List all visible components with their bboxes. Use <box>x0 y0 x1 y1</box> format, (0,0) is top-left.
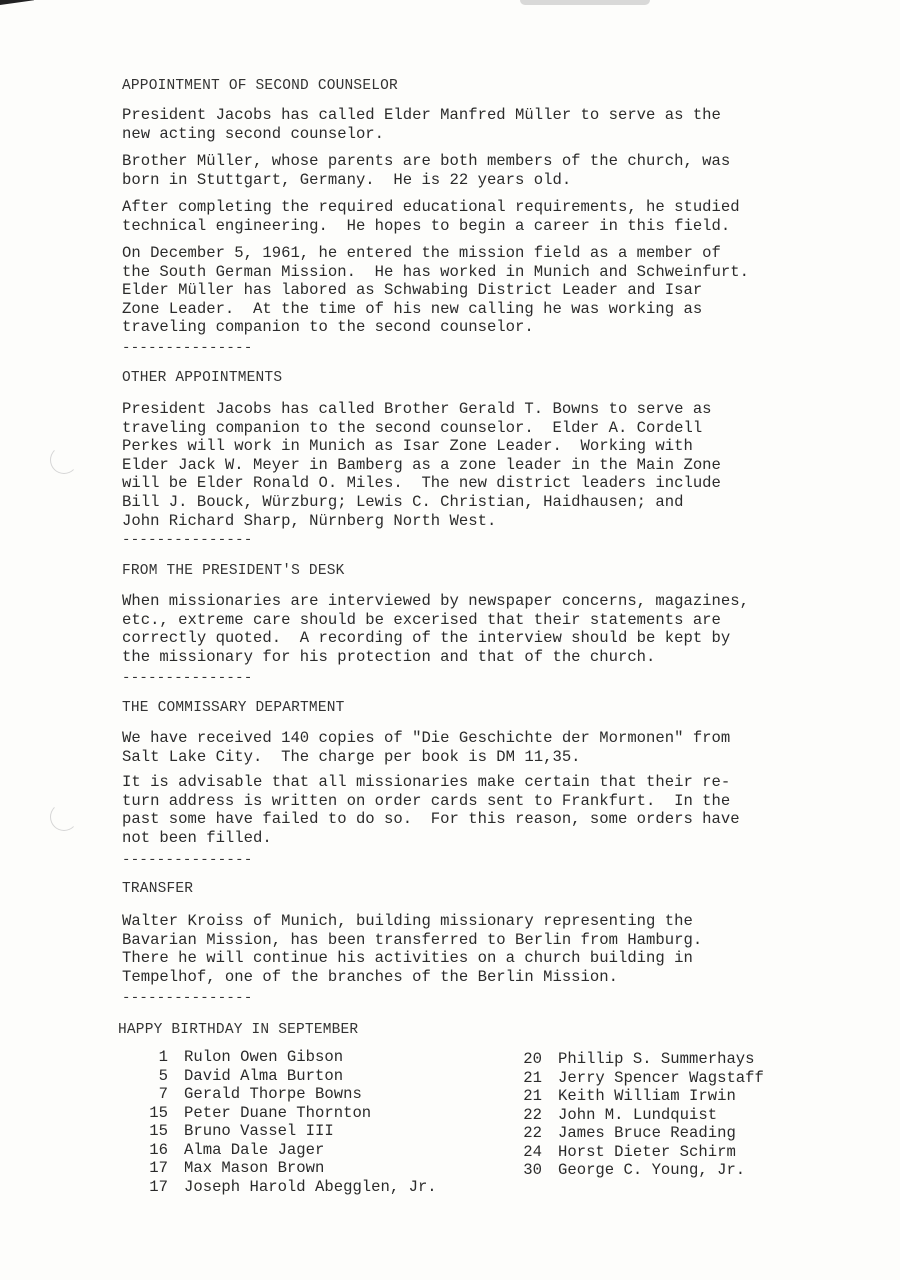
paragraph: We have received 140 copies of "Die Geschichte der Mormonen" from Salt Lake City. The charge per book is DM 11,35. <box>122 729 731 766</box>
birthday-day: 15 <box>149 1122 168 1140</box>
birthday-name: Max Mason Brown <box>184 1159 325 1177</box>
birthday-entry <box>128 1104 437 1123</box>
birthday-day: 1 <box>158 1048 168 1066</box>
birthday-entry <box>128 1141 437 1160</box>
birthday-name: Joseph Harold Abegglen, Jr. <box>184 1177 437 1196</box>
birthday-name: Horst Dieter Schirm <box>558 1142 736 1161</box>
birthday-name: Alma Dale Jager <box>184 1140 325 1159</box>
birthday-day: 16 <box>149 1140 168 1159</box>
birthday-entry <box>502 1143 764 1162</box>
birthday-name: George C. Young, Jr. <box>558 1161 746 1179</box>
birthday-day: 5 <box>158 1066 168 1085</box>
paragraph: On December 5, 1961, he entered the mission field as a member of the South German Mission. He has worked in Munich and Schweinfurt. Elder Müller has labored as Schwabing District Leader and Isar Zone Leader. At the time of his new calling he was working as traveling companion to the second counselor. <box>122 244 749 337</box>
section-heading: APPOINTMENT OF SECOND COUNSELOR <box>122 78 398 94</box>
birthday-list-right <box>502 1050 764 1180</box>
section-heading: OTHER APPOINTMENTS <box>122 370 283 386</box>
punch-hole-mark <box>50 446 78 474</box>
birthday-entry <box>502 1087 764 1106</box>
birthday-entry <box>502 1050 764 1069</box>
birthday-day: 21 <box>523 1068 542 1087</box>
birthday-name: John M. Lundquist <box>558 1105 718 1124</box>
birthday-name: David Alma Burton <box>184 1066 344 1085</box>
birthday-name: Jerry Spencer Wagstaff <box>558 1068 764 1087</box>
birthday-day: 15 <box>149 1103 168 1122</box>
section-heading: TRANSFER <box>122 881 194 897</box>
section-divider: --------------- <box>122 670 253 686</box>
birthday-entry <box>128 1159 437 1178</box>
section-heading: FROM THE PRESIDENT'S DESK <box>122 563 345 579</box>
birthday-name: Rulon Owen Gibson <box>184 1048 344 1066</box>
birthday-entry <box>128 1048 437 1067</box>
birthday-day: 17 <box>149 1159 168 1177</box>
corner-ink-mark <box>0 0 34 5</box>
birthday-day: 17 <box>149 1177 168 1196</box>
birthday-entry <box>128 1085 437 1104</box>
birthday-day: 24 <box>523 1142 542 1161</box>
birthday-entry <box>128 1067 437 1086</box>
paragraph: When missionaries are interviewed by newspaper concerns, magazines, etc., extreme care should be excerised that their statements are correctly quoted. A recording of the interview should be kept by the missionary for his protection and that of the church. <box>122 592 749 666</box>
section-divider: --------------- <box>122 340 253 356</box>
punch-hole-mark <box>50 803 78 831</box>
section-heading: THE COMMISSARY DEPARTMENT <box>122 700 345 716</box>
birthday-name: Gerald Thorpe Bowns <box>184 1085 362 1103</box>
birthday-list-left <box>128 1048 437 1196</box>
birthday-entry <box>128 1122 437 1141</box>
paragraph: President Jacobs has called Elder Manfred Müller to serve as the new acting second counselor. <box>122 106 721 143</box>
birthday-entry <box>502 1161 764 1180</box>
birthday-name: Peter Duane Thornton <box>184 1103 372 1122</box>
paragraph: Brother Müller, whose parents are both members of the church, was born in Stuttgart, Germany. He is 22 years old. <box>122 152 731 189</box>
section-divider: --------------- <box>122 532 253 548</box>
section-heading: HAPPY BIRTHDAY IN SEPTEMBER <box>118 1022 359 1038</box>
birthday-day: 22 <box>523 1105 542 1124</box>
birthday-name: Keith William Irwin <box>558 1087 736 1105</box>
birthday-entry <box>128 1178 437 1197</box>
birthday-day: 7 <box>158 1085 168 1103</box>
top-edge-smudge <box>520 0 650 5</box>
birthday-day: 30 <box>523 1161 542 1179</box>
birthday-day: 22 <box>523 1124 542 1142</box>
paragraph: After completing the required educational requirements, he studied technical engineering. He hopes to begin a career in this field. <box>122 198 740 235</box>
birthday-entry <box>502 1069 764 1088</box>
birthday-name: Phillip S. Summerhays <box>558 1050 755 1068</box>
paragraph: It is advisable that all missionaries make certain that their re- turn address is written on order cards sent to Frankfurt. In the past some have failed to do so. For this reason, some orders have not been filled. <box>122 773 740 847</box>
section-divider: --------------- <box>122 852 253 868</box>
section-divider: --------------- <box>122 990 253 1006</box>
paragraph: President Jacobs has called Brother Gerald T. Bowns to serve as traveling companion to the second counselor. Elder A. Cordell Perkes will work in Munich as Isar Zone Leader. Working with Elder Jack W. Meyer in Bamberg as a zone leader in the Main Zone will be Elder Ronald O. Miles. The new district leaders include Bill J. Bouck, Würzburg; Lewis C. Christian, Haidhausen; and John Richard Sharp, Nürnberg North West. <box>122 400 721 530</box>
birthday-entry <box>502 1106 764 1125</box>
birthday-name: James Bruce Reading <box>558 1124 736 1142</box>
birthday-day: 21 <box>523 1087 542 1105</box>
birthday-name: Bruno Vassel III <box>184 1122 334 1140</box>
birthday-entry <box>502 1124 764 1143</box>
birthday-day: 20 <box>523 1050 542 1068</box>
paragraph: Walter Kroiss of Munich, building missionary representing the Bavarian Mission, has been transferred to Berlin from Hamburg. There he will continue his activities on a church building in Tempelhof, one of the branches of the Berlin Mission. <box>122 912 703 986</box>
